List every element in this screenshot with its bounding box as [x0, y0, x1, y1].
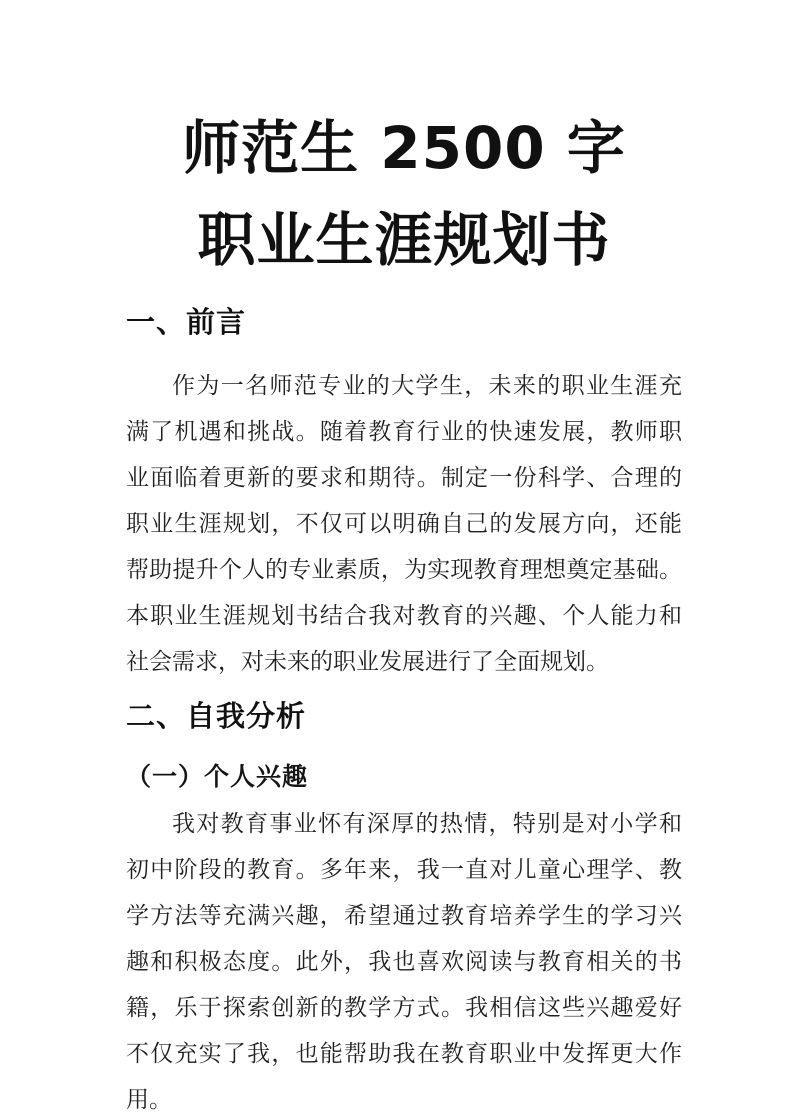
paragraph-preface: [126, 363, 682, 685]
paragraph-line: 初中阶段的教育。多年来，我一直对儿童心理学、教: [126, 857, 682, 883]
paragraph-line: 不仅充实了我，也能帮助我在教育职业中发挥更大作: [126, 1041, 682, 1067]
document-title: [126, 102, 682, 286]
heading-self-analysis: 二、自我分析: [126, 699, 307, 733]
heading-preface: 一、前言: [126, 305, 247, 339]
paragraph-line: 籍，乐于探索创新的教学方式。我相信这些兴趣爱好: [126, 995, 682, 1021]
paragraph-line: 作为一名师范专业的大学生，未来的职业生涯充: [172, 373, 682, 399]
document-title-line-1: 师范生 2500 字: [182, 114, 626, 182]
paragraph-line: 业面临着更新的要求和期待。制定一份科学、合理的: [126, 465, 682, 491]
paragraph-line: 我对教育事业怀有深厚的热情，特别是对小学和: [172, 811, 682, 837]
subheading-personal-interest: （一）个人兴趣: [126, 762, 309, 791]
paragraph-personal-interest: [126, 801, 682, 1120]
paragraph-line: 用。: [126, 1087, 172, 1113]
paragraph-line: 学方法等充满兴趣，希望通过教育培养学生的学习兴: [126, 903, 682, 929]
paragraph-line: 职业生涯规划，不仅可以明确自己的发展方向，还能: [126, 511, 682, 537]
paragraph-line: 趣和积极态度。此外，我也喜欢阅读与教育相关的书: [126, 949, 682, 975]
paragraph-line: 满了机遇和挑战。随着教育行业的快速发展，教师职: [126, 419, 682, 445]
document-title-line-2: 职业生涯规划书: [197, 206, 611, 274]
paragraph-line: 本职业生涯规划书结合我对教育的兴趣、个人能力和: [126, 603, 682, 629]
paragraph-line: 帮助提升个人的专业素质，为实现教育理想奠定基础。: [126, 557, 682, 583]
paragraph-line: 社会需求，对未来的职业发展进行了全面规划。: [126, 649, 609, 675]
